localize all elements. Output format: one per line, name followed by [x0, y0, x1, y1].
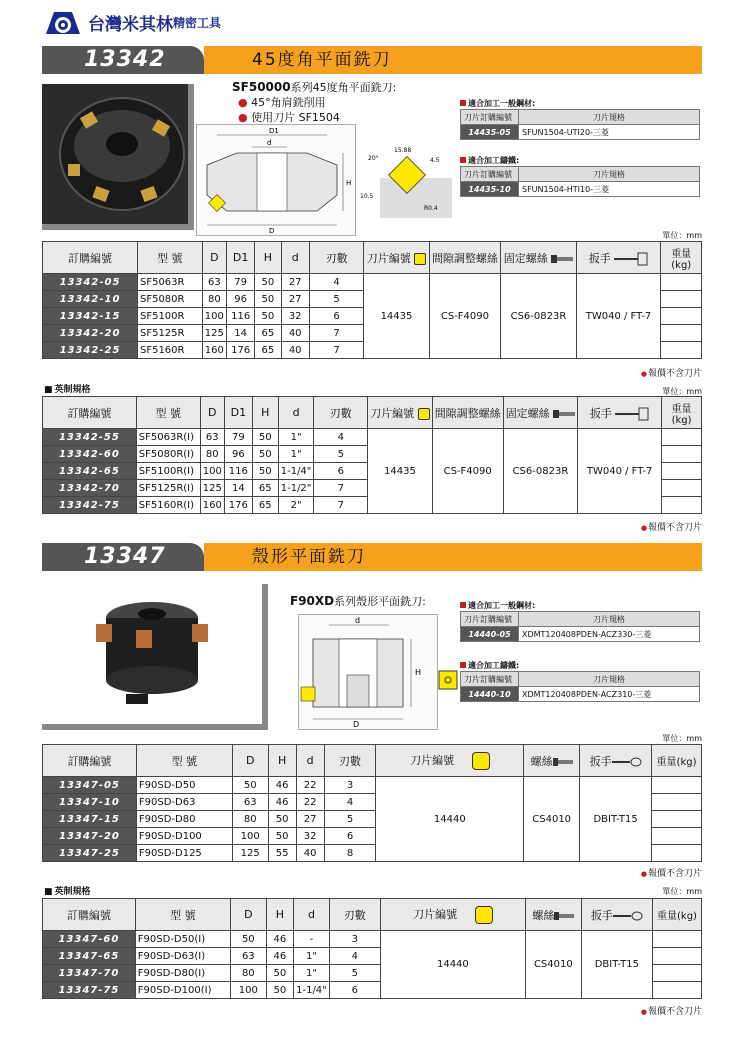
note-no-insert: ● 報價不含刀片	[42, 520, 702, 533]
cell-z: 3	[329, 931, 380, 948]
col-teeth: 刃數	[329, 899, 380, 931]
cell-weight	[661, 291, 702, 308]
drawing-label-D1: D1	[269, 127, 279, 135]
cell-H: 50	[255, 308, 281, 325]
order-code: 13342-70	[43, 480, 137, 497]
drawing-label-d: d	[267, 139, 272, 147]
cell-d: 1-1/4"	[294, 982, 330, 999]
cell-d: 40	[281, 342, 309, 359]
col-d: d	[278, 397, 314, 429]
model-number: SF5160R	[137, 342, 202, 359]
cell-d: 1"	[278, 429, 314, 446]
insert-label-size: 15.88	[394, 147, 412, 154]
cell-D1: 79	[227, 274, 255, 291]
col-adjust-screw: 間隙調整螺絲	[432, 397, 503, 429]
col-H: H	[266, 899, 294, 931]
cell-z: 6	[309, 308, 364, 325]
model-number: F90SD-D125	[136, 845, 232, 862]
cell-z: 4	[309, 274, 364, 291]
insert-icon	[475, 906, 493, 924]
imperial-label: ■ 英制規格	[44, 382, 91, 395]
insert-order-code: 14435-10	[461, 182, 519, 197]
model-number: SF5063R(I)	[136, 429, 200, 446]
cell-d: 1-1/2"	[278, 480, 314, 497]
table-body	[43, 429, 702, 514]
cell-weight	[662, 497, 702, 514]
model-number: F90SD-D80(I)	[135, 965, 230, 982]
section-bar-13342	[42, 46, 702, 74]
hdr-insert-spec: 刀片規格	[519, 110, 700, 125]
cell-H: 50	[255, 291, 281, 308]
hdr-insert-spec: 刀片規格	[519, 672, 700, 687]
col-weight: 重量(kg)	[662, 397, 702, 429]
cell-screw: CS-F4090	[429, 274, 501, 359]
cell-D: 80	[200, 446, 224, 463]
col-insert: 刀片編號	[364, 242, 429, 274]
col-screw: 螺絲	[524, 745, 580, 777]
cell-D1: 116	[224, 463, 252, 480]
cell-z: 3	[324, 777, 376, 794]
hdr-insert-spec: 刀片規格	[519, 167, 700, 182]
section-title: 殼形平面銑刀	[204, 543, 702, 571]
cell-D1: 79	[224, 429, 252, 446]
cell-insert: 14435	[364, 274, 429, 359]
steel-title: 適合加工一般鋼材:	[460, 600, 700, 611]
table-row	[43, 274, 702, 291]
cell-H: 46	[266, 931, 294, 948]
wrench-icon	[613, 911, 643, 921]
unit-label: 單位：mm	[662, 887, 702, 896]
cell-H: 50	[266, 965, 294, 982]
model-number: SF5125R	[137, 325, 202, 342]
cell-d: 2"	[278, 497, 314, 514]
col-H: H	[255, 242, 281, 274]
face-mill-45-icon	[42, 84, 188, 224]
order-code: 13347-70	[43, 965, 136, 982]
series-suffix: 系列45度角平面銑刀:	[290, 81, 397, 94]
cell-z: 7	[314, 480, 368, 497]
col-wrench: 扳手	[576, 242, 661, 274]
insert-spec: XDMT120408PDEN-ACZ330-三菱	[519, 627, 700, 642]
col-D1: D1	[227, 242, 255, 274]
cell-H: 50	[266, 982, 294, 999]
insert-spec: XDMT120408PDEN-ACZ310-三菱	[519, 687, 700, 702]
insert-icon	[418, 408, 430, 420]
insert-icon	[472, 752, 490, 770]
cell-D1: 96	[227, 291, 255, 308]
cell-D: 160	[200, 497, 224, 514]
cell-D: 50	[232, 777, 268, 794]
col-D1: D1	[224, 397, 252, 429]
col-insert: 刀片編號	[380, 899, 525, 931]
cell-d: 27	[281, 291, 309, 308]
col-D: D	[232, 745, 268, 777]
order-code: 13342-05	[43, 274, 138, 291]
cell-d: 27	[281, 274, 309, 291]
table-body	[43, 931, 702, 999]
brand-name: 台灣米其林	[88, 14, 173, 35]
cell-z: 6	[329, 982, 380, 999]
cell-weight	[652, 811, 702, 828]
hdr-insert-order: 刀片訂購編號	[461, 612, 519, 627]
cell-d: 1-1/4"	[278, 463, 314, 480]
col-model: 型 號	[137, 242, 202, 274]
cutter-drawing-13342	[196, 124, 356, 236]
cell-z: 7	[314, 497, 368, 514]
order-code: 13347-05	[43, 777, 137, 794]
col-insert: 刀片編號	[376, 745, 524, 777]
cell-H: 65	[255, 325, 281, 342]
cell-d: 40	[296, 845, 324, 862]
cell-weight	[661, 325, 702, 342]
brand-header	[44, 6, 221, 38]
model-number: F90SD-D50(I)	[135, 931, 230, 948]
spec-table-13347-imperial	[42, 898, 702, 999]
cell-wrench: DBIT-T15	[580, 777, 652, 862]
cell-wrench: DBIT-T15	[581, 931, 652, 999]
cell-z: 6	[324, 828, 376, 845]
col-order: 訂購編號	[43, 899, 136, 931]
col-fix-screw: 固定螺絲	[501, 242, 576, 274]
table-row	[43, 931, 702, 948]
cell-screw: CS-F4090	[432, 429, 503, 514]
company-logo-icon	[44, 8, 82, 36]
series-name: SF50000	[232, 80, 291, 94]
order-code: 13342-60	[43, 446, 137, 463]
cell-D: 100	[231, 982, 266, 999]
insert-drawing-13347	[438, 670, 458, 690]
model-number: SF5080R	[137, 291, 202, 308]
cell-fix: CS6-0823R	[501, 274, 576, 359]
order-code: 13342-15	[43, 308, 138, 325]
order-code: 13342-55	[43, 429, 137, 446]
order-code: 13342-25	[43, 342, 138, 359]
cell-D: 63	[200, 429, 224, 446]
steel-title: 適合加工一般鋼材:	[460, 98, 700, 109]
cell-D1: 14	[227, 325, 255, 342]
cell-D: 125	[200, 480, 224, 497]
cell-D: 100	[232, 828, 268, 845]
insert-spec: SFUN1504-UTI20-三菱	[519, 125, 700, 140]
cell-d: 40	[281, 325, 309, 342]
cell-d: 22	[296, 794, 324, 811]
order-code: 13347-20	[43, 828, 137, 845]
section-title: 45度角平面銑刀	[204, 46, 702, 74]
col-d: d	[296, 745, 324, 777]
cell-z: 5	[324, 811, 376, 828]
cell-H: 46	[268, 794, 296, 811]
cell-weight	[661, 308, 702, 325]
cell-d: 32	[281, 308, 309, 325]
series-name: F90XD	[290, 594, 335, 608]
drawing-label-H: H	[415, 668, 422, 677]
cell-weight	[653, 948, 702, 965]
cell-H: 50	[252, 429, 278, 446]
insert-spec-steel-13342	[460, 98, 700, 140]
cutter-drawing-13347	[298, 614, 438, 730]
cutter-photo-13342	[42, 84, 194, 230]
wrench-icon	[612, 757, 642, 767]
insert-label-angle: 20°	[368, 155, 379, 162]
order-code: 13342-75	[43, 497, 137, 514]
cutter-photo-13347	[42, 584, 268, 730]
col-order: 訂購編號	[43, 242, 138, 274]
spec-table-13347-metric	[42, 744, 702, 862]
cell-weight	[652, 828, 702, 845]
cell-D: 160	[202, 342, 226, 359]
order-code: 13347-65	[43, 948, 136, 965]
cell-H: 50	[252, 446, 278, 463]
drawing-label-H: H	[346, 179, 352, 187]
col-weight: 重量(kg)	[661, 242, 702, 274]
insert-icon	[414, 253, 426, 265]
insert-spec: SFUN1504-HTI10-三菱	[519, 182, 700, 197]
cell-H: 46	[268, 777, 296, 794]
table-body	[43, 274, 702, 359]
cell-D1: 96	[224, 446, 252, 463]
wrench-icon	[614, 252, 648, 266]
cell-H: 55	[268, 845, 296, 862]
hdr-insert-spec: 刀片規格	[519, 612, 700, 627]
drawing-label-d: d	[355, 616, 361, 625]
cast-title: 適合加工鑄鐵:	[460, 155, 700, 166]
col-insert: 刀片編號	[368, 397, 433, 429]
col-screw: 螺絲	[526, 899, 582, 931]
wrench-icon	[615, 407, 649, 421]
cell-D1: 116	[227, 308, 255, 325]
cell-weight	[661, 342, 702, 359]
unit-label: 單位：mm	[662, 387, 702, 396]
cell-wrench: TW040 / FT-7	[576, 274, 661, 359]
cell-weight	[662, 446, 702, 463]
cell-H: 65	[252, 480, 278, 497]
col-model: 型 號	[135, 899, 230, 931]
cell-H: 50	[252, 463, 278, 480]
col-wrench: 扳手	[578, 397, 662, 429]
cell-d: 32	[296, 828, 324, 845]
insert-label-edge: 4.5	[430, 157, 440, 164]
cell-d: 1"	[278, 446, 314, 463]
cell-weight	[653, 965, 702, 982]
cell-z: 4	[324, 794, 376, 811]
col-D: D	[202, 242, 226, 274]
col-d: d	[294, 899, 330, 931]
cell-z: 7	[309, 342, 364, 359]
cell-wrench: TW040 / FT-7	[578, 429, 662, 514]
cell-d: 1"	[294, 948, 330, 965]
order-code: 13342-20	[43, 325, 138, 342]
section-code: 13342	[42, 46, 204, 74]
insert-spec-steel-13347	[460, 600, 700, 642]
cell-D1: 176	[227, 342, 255, 359]
shell-mill-icon	[42, 584, 262, 724]
insert-order-code: 14435-05	[461, 125, 519, 140]
model-number: F90SD-D50	[136, 777, 232, 794]
cell-screw: CS4010	[526, 931, 582, 999]
col-wrench: 扳手	[581, 899, 652, 931]
drawing-label-D: D	[269, 227, 275, 235]
insert-label-radius: R0.4	[424, 205, 438, 212]
cell-D: 50	[231, 931, 266, 948]
cell-D: 63	[232, 794, 268, 811]
cell-d: -	[294, 931, 330, 948]
cell-z: 5	[329, 965, 380, 982]
order-code: 13342-10	[43, 291, 138, 308]
table-body	[43, 777, 702, 862]
col-H: H	[252, 397, 278, 429]
cell-fix: CS6-0823R	[503, 429, 578, 514]
col-D: D	[200, 397, 224, 429]
unit-label: 單位：mm	[662, 231, 702, 240]
cell-D: 80	[202, 291, 226, 308]
spec-table-13342-imperial	[42, 396, 702, 514]
note-no-insert: ● 報價不含刀片	[42, 366, 702, 379]
table-row	[43, 777, 702, 794]
model-number: SF5100R	[137, 308, 202, 325]
cast-title: 適合加工鑄鐵:	[460, 660, 700, 671]
col-wrench: 扳手	[580, 745, 652, 777]
order-code: 13347-60	[43, 931, 136, 948]
col-fix-screw: 固定螺絲	[503, 397, 578, 429]
insert-spec-cast-13342	[460, 155, 700, 197]
note-no-insert: ● 報價不含刀片	[42, 866, 702, 879]
insert-order-code: 14440-05	[461, 627, 519, 642]
model-number: SF5100R(I)	[136, 463, 200, 480]
model-number: F90SD-D63	[136, 794, 232, 811]
col-weight: 重量(kg)	[653, 899, 702, 931]
cell-D: 125	[232, 845, 268, 862]
hdr-insert-order: 刀片訂購編號	[461, 167, 519, 182]
cell-d: 22	[296, 777, 324, 794]
section-bar-13347	[42, 543, 702, 571]
cell-weight	[653, 931, 702, 948]
col-model: 型 號	[136, 397, 200, 429]
model-number: F90SD-D100	[136, 828, 232, 845]
table-row	[43, 429, 702, 446]
screw-icon	[554, 911, 574, 921]
col-D: D	[231, 899, 266, 931]
cell-z: 7	[309, 325, 364, 342]
screw-icon	[553, 757, 573, 767]
insert-spec-cast-13347	[460, 660, 700, 702]
col-adjust-screw: 間隙調整螺絲	[429, 242, 501, 274]
drawing-label-D: D	[353, 720, 360, 729]
spec-table-13342-metric	[42, 241, 702, 359]
cell-z: 8	[324, 845, 376, 862]
section-code: 13347	[42, 543, 204, 571]
series-suffix: 系列殼形平面銑刀:	[334, 595, 426, 608]
col-d: d	[281, 242, 309, 274]
cell-weight	[652, 845, 702, 862]
cell-insert: 14440	[376, 777, 524, 862]
cell-weight	[662, 463, 702, 480]
cell-weight	[652, 794, 702, 811]
cell-weight	[652, 777, 702, 794]
cell-z: 4	[314, 429, 368, 446]
cell-z: 4	[329, 948, 380, 965]
cell-d: 27	[296, 811, 324, 828]
order-code: 13347-10	[43, 794, 137, 811]
cell-H: 50	[268, 828, 296, 845]
insert-drawing-13342	[358, 138, 454, 226]
cell-H: 46	[266, 948, 294, 965]
col-teeth: 刃數	[314, 397, 368, 429]
model-number: SF5125R(I)	[136, 480, 200, 497]
order-code: 13347-15	[43, 811, 137, 828]
cell-D: 63	[202, 274, 226, 291]
cell-D1: 14	[224, 480, 252, 497]
order-code: 13342-65	[43, 463, 137, 480]
imperial-label: ■ 英制規格	[44, 884, 91, 897]
cell-D: 63	[231, 948, 266, 965]
model-number: F90SD-D63(I)	[135, 948, 230, 965]
cell-weight	[661, 274, 702, 291]
product-description-13342: SF50000系列45度角平面銑刀: ● 45°角肩銑削用 ● 使用刀片 SF1504	[232, 80, 397, 124]
cell-D: 100	[200, 463, 224, 480]
cell-insert: 14435	[368, 429, 433, 514]
cell-screw: CS4010	[524, 777, 580, 862]
col-model: 型 號	[136, 745, 232, 777]
col-teeth: 刃數	[309, 242, 364, 274]
screw-icon	[553, 409, 575, 419]
cell-H: 50	[255, 274, 281, 291]
cell-H: 65	[255, 342, 281, 359]
col-order: 訂購編號	[43, 745, 137, 777]
cell-d: 1"	[294, 965, 330, 982]
hdr-insert-order: 刀片訂購編號	[461, 110, 519, 125]
model-number: SF5160R(I)	[136, 497, 200, 514]
cell-z: 5	[309, 291, 364, 308]
hdr-insert-order: 刀片訂購編號	[461, 672, 519, 687]
cell-weight	[653, 982, 702, 999]
brand-subtitle: 精密工具	[173, 15, 222, 30]
cell-weight	[662, 429, 702, 446]
cell-D: 80	[231, 965, 266, 982]
model-number: SF5063R	[137, 274, 202, 291]
col-teeth: 刃數	[324, 745, 376, 777]
order-code: 13347-25	[43, 845, 137, 862]
cell-z: 6	[314, 463, 368, 480]
col-H: H	[268, 745, 296, 777]
model-number: SF5080R(I)	[136, 446, 200, 463]
model-number: F90SD-D100(I)	[135, 982, 230, 999]
col-order: 訂購編號	[43, 397, 137, 429]
note-no-insert: ● 報價不含刀片	[42, 1004, 702, 1017]
bullet-1: 45°角肩銑削用	[251, 96, 326, 109]
insert-label-height: 10.5	[360, 193, 374, 200]
cell-H: 65	[252, 497, 278, 514]
cell-H: 50	[268, 811, 296, 828]
product-description-13347	[290, 594, 426, 609]
cell-z: 5	[314, 446, 368, 463]
cell-D: 100	[202, 308, 226, 325]
col-weight: 重量(kg)	[652, 745, 702, 777]
cell-D: 125	[202, 325, 226, 342]
cell-D: 80	[232, 811, 268, 828]
order-code: 13347-75	[43, 982, 136, 999]
insert-order-code: 14440-10	[461, 687, 519, 702]
screw-icon	[551, 254, 573, 264]
unit-label: 單位：mm	[662, 734, 702, 743]
cell-weight	[662, 480, 702, 497]
model-number: F90SD-D80	[136, 811, 232, 828]
cell-D1: 176	[224, 497, 252, 514]
bullet-2: 使用刀片 SF1504	[251, 111, 340, 124]
cell-insert: 14440	[380, 931, 525, 999]
